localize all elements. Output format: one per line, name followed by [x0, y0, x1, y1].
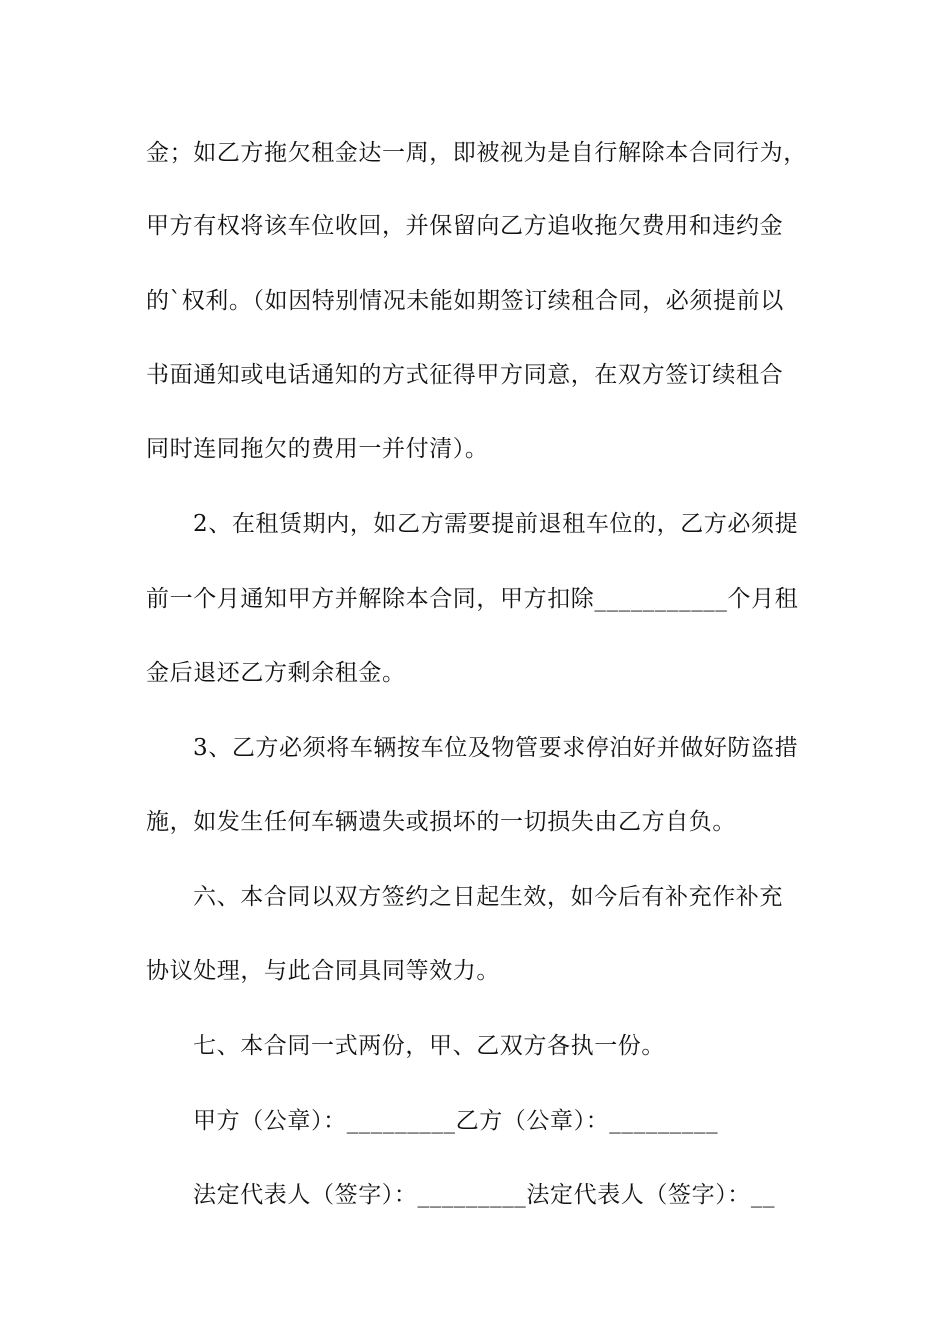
clause-7-line: 七、本合同一式两份，甲、乙双方各执一份。: [193, 1033, 665, 1059]
seal-line: 甲方（公章）：_________乙方（公章）：_________: [193, 1108, 719, 1134]
clause-6-line-2: 协议处理，与此合同具同等效力。: [146, 958, 500, 984]
paragraph-line-2: 甲方有权将该车位收回，并保留向乙方追收拖欠费用和违约金: [146, 213, 784, 239]
clause-2-line-3: 金后退还乙方剩余租金。: [146, 660, 406, 686]
clause-2-line-1: 2、在租赁期内，如乙方需要提前退租车位的，乙方必须提: [193, 511, 799, 537]
signature-line: 法定代表人（签字）：_________法定代表人（签字）：__: [193, 1182, 776, 1208]
paragraph-line-3: 的`权利。（如因特别情况未能如期签订续租合同，必须提前以: [146, 288, 784, 314]
clause-3-line-2: 施，如发生任何车辆遗失或损坏的一切损失由乙方自负。: [146, 809, 736, 835]
clause-2-line-2: 前一个月通知甲方并解除本合同，甲方扣除___________个月租: [146, 586, 799, 612]
clause-6-line-1: 六、本合同以双方签约之日起生效，如今后有补充作补充: [193, 884, 783, 910]
paragraph-line-1: 金；如乙方拖欠租金达一周，即被视为是自行解除本合同行为，: [146, 140, 807, 166]
clause-3-line-1: 3、乙方必须将车辆按车位及物管要求停泊好并做好防盗措: [193, 735, 799, 761]
paragraph-line-4: 书面通知或电话通知的方式征得甲方同意，在双方签订续租合: [146, 362, 784, 388]
paragraph-line-5: 同时连同拖欠的费用一并付清）。: [146, 436, 489, 462]
